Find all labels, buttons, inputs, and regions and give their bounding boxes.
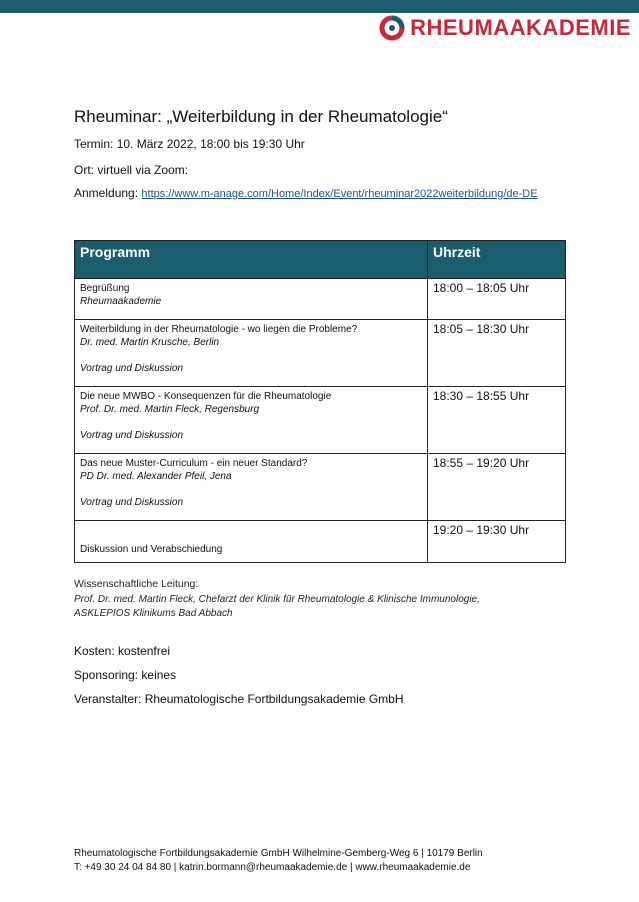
program-column-header: Programm [75, 241, 428, 279]
table-row [75, 387, 566, 454]
program-cell [75, 279, 428, 320]
table-row [75, 454, 566, 521]
leadership-line-1: Prof. Dr. med. Martin Fleck, Chefarzt der Klinik für Rheumatologie & Klinische Immunologie, [74, 594, 480, 605]
anmeldung-label: Anmeldung: [74, 186, 139, 200]
sponsoring-value: keines [141, 668, 177, 682]
session-speaker: Rheumaakademie [80, 296, 162, 307]
session-speaker: PD Dr. med. Alexander Pfeil, Jena [80, 471, 232, 482]
ort-line [74, 163, 188, 177]
veranstalter-line [74, 692, 404, 706]
session-speaker: Prof. Dr. med. Martin Fleck, Regensburg [80, 404, 260, 415]
session-speaker: Dr. med. Martin Krusche, Berlin [80, 337, 220, 348]
ort-value: virtuell via Zoom: [97, 163, 189, 177]
veranstalter-label: Veranstalter: [74, 692, 142, 706]
session-time: 19:20 – 19:30 Uhr [428, 521, 566, 563]
session-title: Diskussion und Verabschiedung [80, 544, 223, 555]
termin-value: 10. März 2022, 18:00 bis 19:30 Uhr [116, 137, 305, 151]
sponsoring-line [74, 668, 176, 682]
brand-logo [379, 15, 631, 41]
session-time: 18:30 – 18:55 Uhr [428, 387, 566, 454]
session-title: Begrüßung [80, 283, 130, 294]
table-row [75, 279, 566, 320]
footer-address: Rheumatologische Fortbildungsakademie GmbH Wilhelmine-Gemberg-Weg 6 | 10179 Berlin [74, 848, 483, 859]
event-title: Rheuminar: „Weiterbildung in der Rheumatologie“ [74, 107, 448, 126]
program-cell [75, 454, 428, 521]
program-cell [75, 521, 428, 563]
veranstalter-value: Rheumatologische Fortbildungsakademie GmbH [144, 692, 404, 706]
ort-label: Ort: [74, 163, 94, 177]
kosten-value: kostenfrei [118, 644, 171, 658]
session-title: Das neue Muster-Curriculum - ein neuer Standard? [80, 458, 308, 469]
brand-name: RHEUMAAKADEMIE [410, 15, 631, 40]
program-cell [75, 320, 428, 387]
table-row [75, 521, 566, 563]
session-title: Weiterbildung in der Rheumatologie - wo liegen die Probleme? [80, 324, 358, 335]
session-time: 18:05 – 18:30 Uhr [428, 320, 566, 387]
footer-contact: T: +49 30 24 04 84 80 | katrin.bormann@rheumaakademie.de | www.rheumaakademie.de [74, 862, 471, 873]
leadership-text [74, 593, 554, 621]
anmeldung-link[interactable]: https://www.m-anage.com/Home/Index/Event/rheuminar2022weiterbildung/de-DE [141, 188, 538, 200]
program-table [74, 240, 566, 563]
termin-label: Termin: [74, 137, 114, 151]
program-header-row [75, 241, 566, 279]
time-column-header: Uhrzeit [428, 241, 566, 279]
session-format: Vortrag und Diskussion [80, 363, 184, 374]
anmeldung-line [74, 186, 538, 200]
kosten-label: Kosten: [74, 644, 115, 658]
table-row [75, 320, 566, 387]
session-format: Vortrag und Diskussion [80, 430, 184, 441]
leadership-label: Wissenschaftliche Leitung: [74, 578, 199, 590]
session-time: 18:00 – 18:05 Uhr [428, 279, 566, 320]
kosten-line [74, 644, 170, 658]
session-format: Vortrag und Diskussion [80, 497, 184, 508]
session-title: Die neue MWBO - Konsequenzen für die Rheumatologie [80, 391, 332, 402]
program-cell [75, 387, 428, 454]
rheuma-ring-icon [379, 15, 405, 41]
session-time: 18:55 – 19:20 Uhr [428, 454, 566, 521]
termin-line [74, 137, 305, 151]
top-color-bar [0, 0, 639, 13]
sponsoring-label: Sponsoring: [74, 668, 139, 682]
leadership-line-2: ASKLEPIOS Klinikums Bad Abbach [74, 608, 233, 619]
page-footer [74, 847, 483, 875]
